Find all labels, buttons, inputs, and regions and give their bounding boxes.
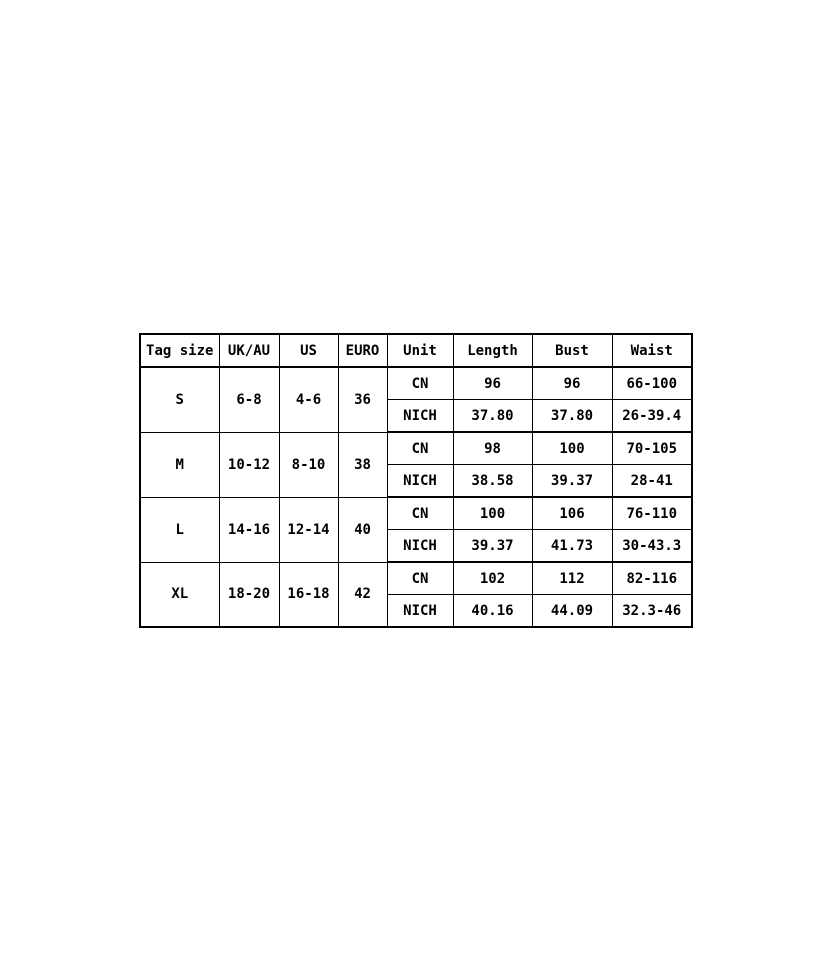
waist-cell: 26-39.4 <box>612 400 692 433</box>
bust-cell: 39.37 <box>532 465 612 498</box>
size-chart-table <box>139 333 693 628</box>
bust-cell: 44.09 <box>532 595 612 628</box>
euro-cell: 42 <box>338 562 387 627</box>
unit-cell: NICH <box>387 465 453 498</box>
table-row <box>140 432 692 465</box>
euro-cell: 36 <box>338 367 387 432</box>
length-cell: 40.16 <box>453 595 532 628</box>
unit-cell: CN <box>387 562 453 595</box>
bust-cell: 106 <box>532 497 612 530</box>
table-row <box>140 497 692 530</box>
tag-size-cell: XL <box>140 562 219 627</box>
uk-au-cell: 18-20 <box>219 562 279 627</box>
uk-au-cell: 6-8 <box>219 367 279 432</box>
unit-cell: NICH <box>387 595 453 628</box>
unit-cell: CN <box>387 367 453 400</box>
waist-cell: 76-110 <box>612 497 692 530</box>
tag-size-cell: S <box>140 367 219 432</box>
length-cell: 98 <box>453 432 532 465</box>
waist-cell: 28-41 <box>612 465 692 498</box>
header-uk-au: UK/AU <box>219 334 279 367</box>
table-row <box>140 562 692 595</box>
bust-cell: 112 <box>532 562 612 595</box>
waist-cell: 66-100 <box>612 367 692 400</box>
tag-size-cell: L <box>140 497 219 562</box>
tag-size-cell: M <box>140 432 219 497</box>
uk-au-cell: 14-16 <box>219 497 279 562</box>
euro-cell: 40 <box>338 497 387 562</box>
table-row <box>140 367 692 400</box>
us-cell: 4-6 <box>279 367 338 432</box>
length-cell: 102 <box>453 562 532 595</box>
us-cell: 16-18 <box>279 562 338 627</box>
length-cell: 100 <box>453 497 532 530</box>
header-length: Length <box>453 334 532 367</box>
waist-cell: 32.3-46 <box>612 595 692 628</box>
waist-cell: 30-43.3 <box>612 530 692 563</box>
bust-cell: 37.80 <box>532 400 612 433</box>
unit-cell: CN <box>387 497 453 530</box>
euro-cell: 38 <box>338 432 387 497</box>
header-us: US <box>279 334 338 367</box>
us-cell: 12-14 <box>279 497 338 562</box>
us-cell: 8-10 <box>279 432 338 497</box>
unit-cell: NICH <box>387 400 453 433</box>
header-row <box>140 334 692 367</box>
unit-cell: NICH <box>387 530 453 563</box>
header-bust: Bust <box>532 334 612 367</box>
header-unit: Unit <box>387 334 453 367</box>
length-cell: 37.80 <box>453 400 532 433</box>
bust-cell: 96 <box>532 367 612 400</box>
header-euro: EURO <box>338 334 387 367</box>
uk-au-cell: 10-12 <box>219 432 279 497</box>
waist-cell: 82-116 <box>612 562 692 595</box>
waist-cell: 70-105 <box>612 432 692 465</box>
length-cell: 96 <box>453 367 532 400</box>
length-cell: 38.58 <box>453 465 532 498</box>
header-tag-size: Tag size <box>140 334 219 367</box>
header-waist: Waist <box>612 334 692 367</box>
unit-cell: CN <box>387 432 453 465</box>
length-cell: 39.37 <box>453 530 532 563</box>
bust-cell: 41.73 <box>532 530 612 563</box>
bust-cell: 100 <box>532 432 612 465</box>
